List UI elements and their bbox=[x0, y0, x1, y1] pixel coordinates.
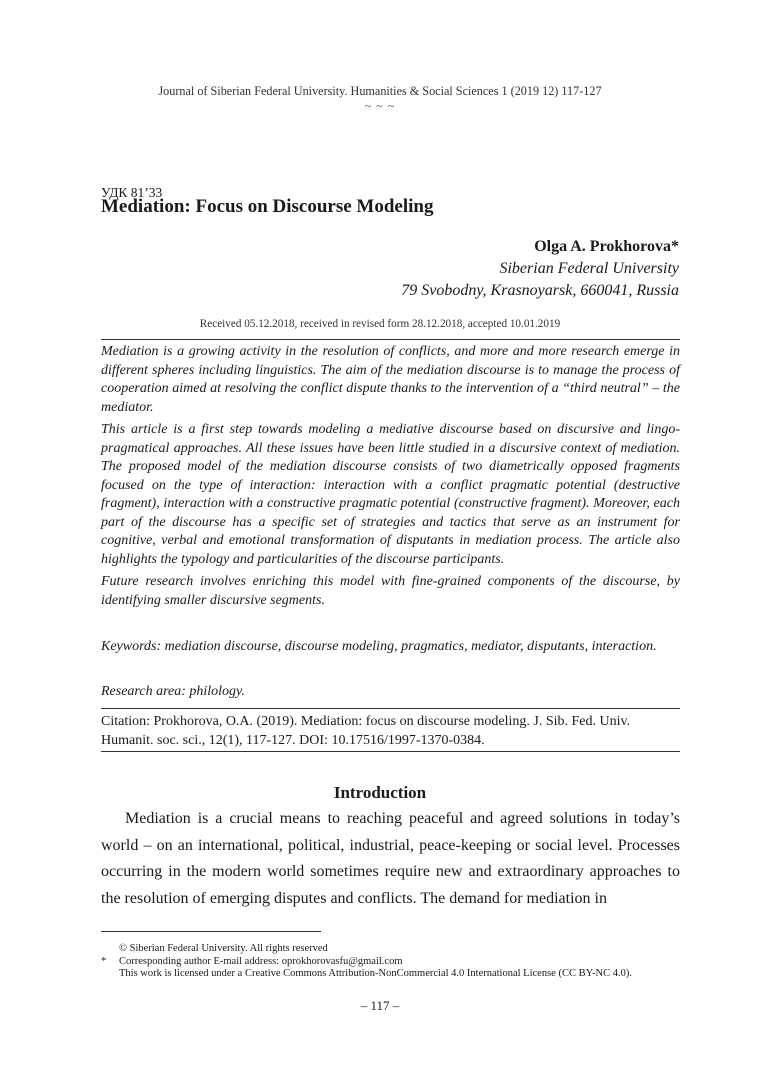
abstract-paragraph: Mediation is a growing activity in the resolution of conflicts, and more and more research emerge in different spheres including linguistics. The aim of the mediation discourse is to manage the process of cooperation aimed at resolving the conflict dispute thanks to the intervention of a “third neutral” – the mediator. bbox=[101, 344, 680, 415]
divider-citation-top bbox=[101, 708, 680, 709]
footnote-divider bbox=[101, 931, 321, 932]
author-name: Olga A. Prokhorova* bbox=[534, 238, 679, 255]
footnote-mark: * bbox=[101, 955, 107, 967]
page-number: – 117 – bbox=[360, 998, 400, 1013]
divider-top bbox=[101, 339, 680, 340]
keywords: Keywords: mediation discourse, discourse modeling, pragmatics, mediator, disputants, interaction. bbox=[101, 639, 657, 654]
divider-citation-bottom bbox=[101, 751, 680, 752]
abstract bbox=[101, 343, 680, 614]
article-title: Mediation: Focus on Discourse Modeling bbox=[101, 196, 434, 217]
section-heading: Introduction bbox=[333, 783, 427, 802]
intro-body bbox=[101, 806, 680, 912]
abstract-paragraph: This article is a first step towards modeling a mediative discourse based on discursive and lingo-pragmatical approaches. All these issues have been little studied in a discursive context of mediation. The proposed model of the mediation discourse consists of two diametrically opposed fragments focused on the type of interaction: interaction with a conflict pragmatic potential (destructive fragment), interaction with a constructive pragmatic potential (constructive fragment). Moreover, each part of the discourse has a specific set of strategies and tactics that serve as an instrument for cognitive, verbal and emotional transformation of disputants in mediation process. The article also highlights the typology and particularities of the discourse participants. bbox=[101, 422, 680, 567]
citation: Citation: Prokhorova, O.A. (2019). Mediation: focus on discourse modeling. J. Sib. Fed. Univ. Humanit. soc. sci., 12(1), 117-127. DOI: 10.17516/1997-1370-0384. bbox=[101, 714, 631, 748]
license-note: This work is licensed under a Creative Commons Attribution-NonCommercial 4.0 International License (CC BY-NC 4.0). bbox=[119, 968, 632, 979]
journal-header: Journal of Siberian Federal University. Humanities & Social Sciences 1 (2019 12) 117-127 bbox=[158, 84, 602, 98]
intro-paragraph: Mediation is a crucial means to reaching peaceful and agreed solutions in today’s world – on an international, political, industrial, peace-keeping or social level. Processes occurring in the modern world sometimes require new and extraordinary approaches to the resolution of emerging disputes and conflicts. The demand for mediation in bbox=[101, 810, 680, 907]
udk-code: УДК 81’33 bbox=[101, 185, 163, 200]
copyright-note: © Siberian Federal University. All rights reserved bbox=[119, 943, 328, 954]
corresponding-author-note: Corresponding author E-mail address: oprokhorovasfu@gmail.com bbox=[119, 955, 403, 967]
author-block bbox=[401, 236, 679, 302]
abstract-paragraph: Future research involves enriching this model with fine-grained components of the discourse, by identifying smaller discursive segments. bbox=[101, 574, 680, 608]
received-dates: Received 05.12.2018, received in revised form 28.12.2018, accepted 10.01.2019 bbox=[199, 318, 561, 330]
header-separator: ~ ~ ~ bbox=[364, 99, 396, 113]
research-area: Research area: philology. bbox=[101, 684, 245, 699]
footnotes bbox=[101, 943, 701, 981]
author-address: 79 Svobodny, Krasnoyarsk, 660041, Russia bbox=[401, 282, 679, 299]
author-affiliation: Siberian Federal University bbox=[499, 260, 679, 277]
